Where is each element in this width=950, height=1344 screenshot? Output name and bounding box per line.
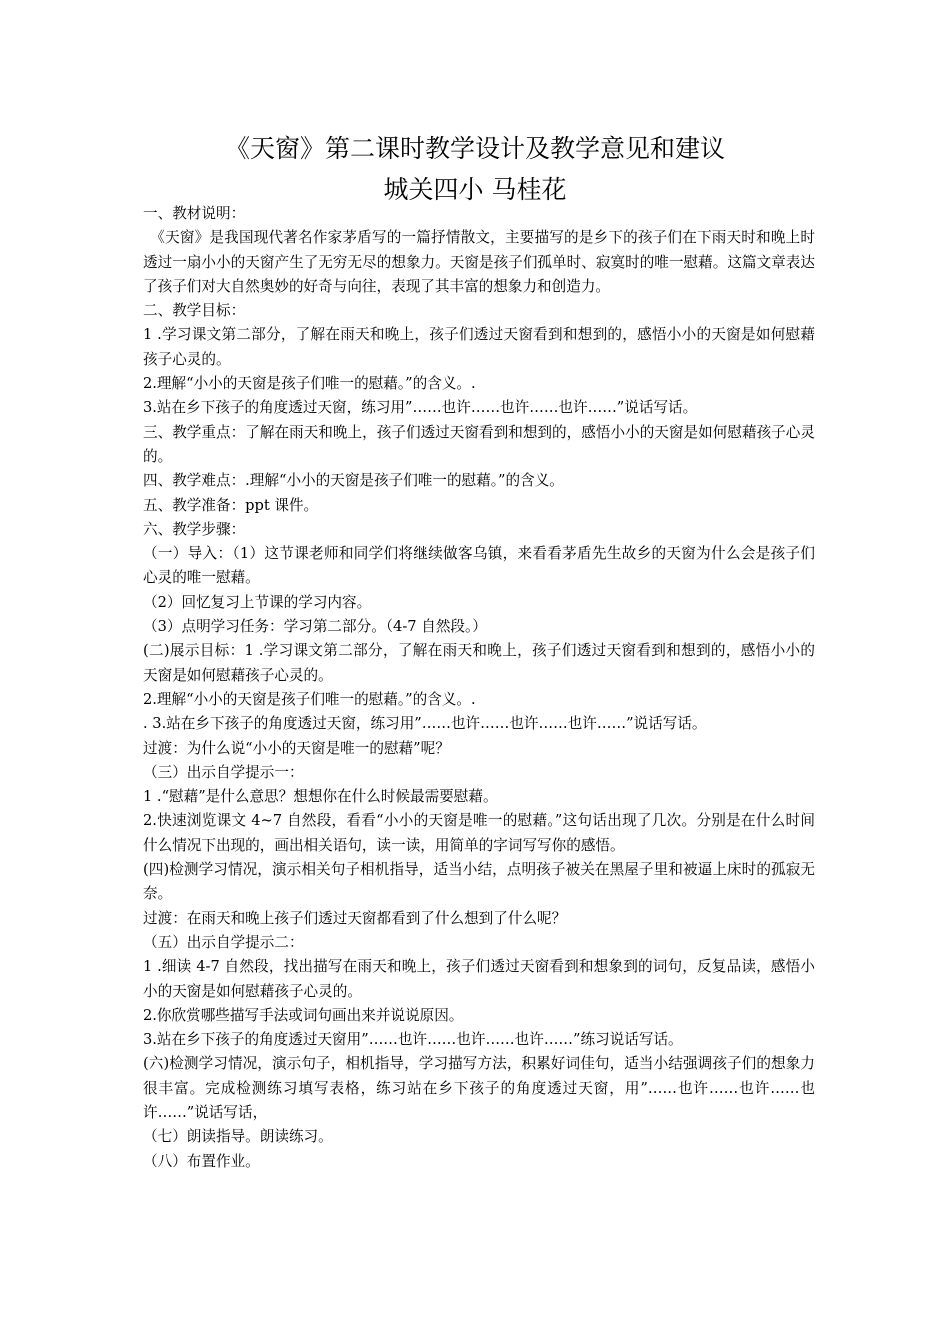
section-heading-goals: 二、教学目标：	[143, 302, 246, 320]
section-heading-steps: 六、教学步骤：	[143, 520, 246, 538]
step-1-intro: （一）导入：（1）这节课老师和同学们将继续做客乌镇，来看看茅盾先生故乡的天窗为什么会是孩子们心灵的唯一慰藉。	[143, 545, 815, 587]
section-key-points: 三、教学重点：了解在雨天和晚上，孩子们透过天窗看到和想到的，感悟小小的天窗是如何慰藉孩子心灵的。	[143, 423, 815, 465]
step-2-goals: (二)展示目标：1 .学习课文第二部分，了解在雨天和晚上，孩子们透过天窗看到和想到的，感悟小小的天窗是如何慰藉孩子心灵的。	[143, 642, 815, 684]
goal-item-3: 3.站在乡下孩子的角度透过天窗，练习用”……也许……也许……也许……”说话写话。	[143, 399, 698, 417]
step-5-item-1: 1 .细读 4-7 自然段，找出描写在雨天和晚上，孩子们透过天窗看到和想象到的词句，反复品读，感悟小小的天窗是如何慰藉孩子心灵的。	[143, 958, 815, 1000]
step-6: (六)检测学习情况，演示句子，相机指导，学习描写方法，积累好词佳句，适当小结强调孩子们的想象力很丰富。完成检测练习填写表格，练习站在乡下孩子的角度透过天窗，用”……也许……也许……也许……”说话写话，	[143, 1055, 815, 1121]
section-heading-materials: 一、教材说明：	[143, 205, 246, 222]
document-body	[143, 202, 815, 1174]
goal-item-1: 1 .学习课文第二部分，了解在雨天和晚上，孩子们透过天窗看到和想到的，感悟小小的天窗是如何慰藉孩子心灵的。	[143, 326, 815, 368]
step-4: (四)检测学习情况，演示相关句子相机指导，适当小结，点明孩子被关在黑屋子里和被逼上床时的孤寂无奈。	[143, 861, 815, 903]
step-5-item-3: 3.站在乡下孩子的角度透过天窗用”……也许……也许……也许……”练习说话写话。	[143, 1031, 683, 1049]
transition-1: 过渡：为什么说“小小的天窗是唯一的慰藉”呢？	[143, 739, 450, 757]
section-preparation: 五、教学准备：ppt 课件。	[143, 496, 319, 514]
materials-paragraph: 《天窗》是我国现代著名作家茅盾写的一篇抒情散文，主要描写的是乡下的孩子们在下雨天时和晚上时透过一扇小小的天窗产生了无穷无尽的想象力。天窗是孩子们孤单时、寂寞时的唯一慰藉。这篇文章表达了孩子们对大自然奥妙的好奇与向往，表现了其丰富的想象力和创造力。	[143, 229, 815, 295]
transition-2: 过渡：在雨天和晚上孩子们透过天窗都看到了什么想到了什么呢？	[143, 909, 567, 927]
goal-item-2: 2.理解“小小的天窗是孩子们唯一的慰藉。”的含义。.	[143, 375, 476, 393]
step-5-item-2: 2.你欣赏哪些描写手法或词句画出来并说说原因。	[143, 1006, 464, 1024]
step-3-heading: （三）出示自学提示一：	[143, 763, 304, 781]
step-7: （七）朗读指导。朗读练习。	[143, 1128, 333, 1146]
document-author: 城关四小 马桂花	[383, 175, 567, 204]
step-8: （八）布置作业。	[143, 1152, 260, 1170]
step-3-item-1: 1 .“慰藉”是什么意思？想想你在什么时候最需要慰藉。	[143, 788, 498, 806]
step-2-goal-3: . 3.站在乡下孩子的角度透过天窗，练习用”……也许……也许……也许……”说话写话。	[143, 715, 707, 733]
section-difficulties: 四、教学难点：.理解“小小的天窗是孩子们唯一的慰藉。”的含义。	[143, 472, 564, 490]
step-3-item-2: 2.快速浏览课文 4~7 自然段，看看“小小的天窗是唯一的慰藉。”这句话出现了几次。分别是在什么时间什么情况下出现的，画出相关语句，读一读，用简单的字词写写你的感悟。	[143, 812, 815, 854]
step-1-task: （3）点明学习任务：学习第二部分。（4-7 自然段。）	[143, 618, 487, 636]
document-title: 《天窗》第二课时教学设计及教学意见和建议	[224, 134, 725, 163]
step-2-goal-2: 2.理解“小小的天窗是孩子们唯一的慰藉。”的含义。.	[143, 690, 476, 708]
step-1-review: （2）回忆复习上节课的学习内容。	[143, 593, 372, 611]
step-5-heading: （五）出示自学提示二：	[143, 933, 304, 951]
